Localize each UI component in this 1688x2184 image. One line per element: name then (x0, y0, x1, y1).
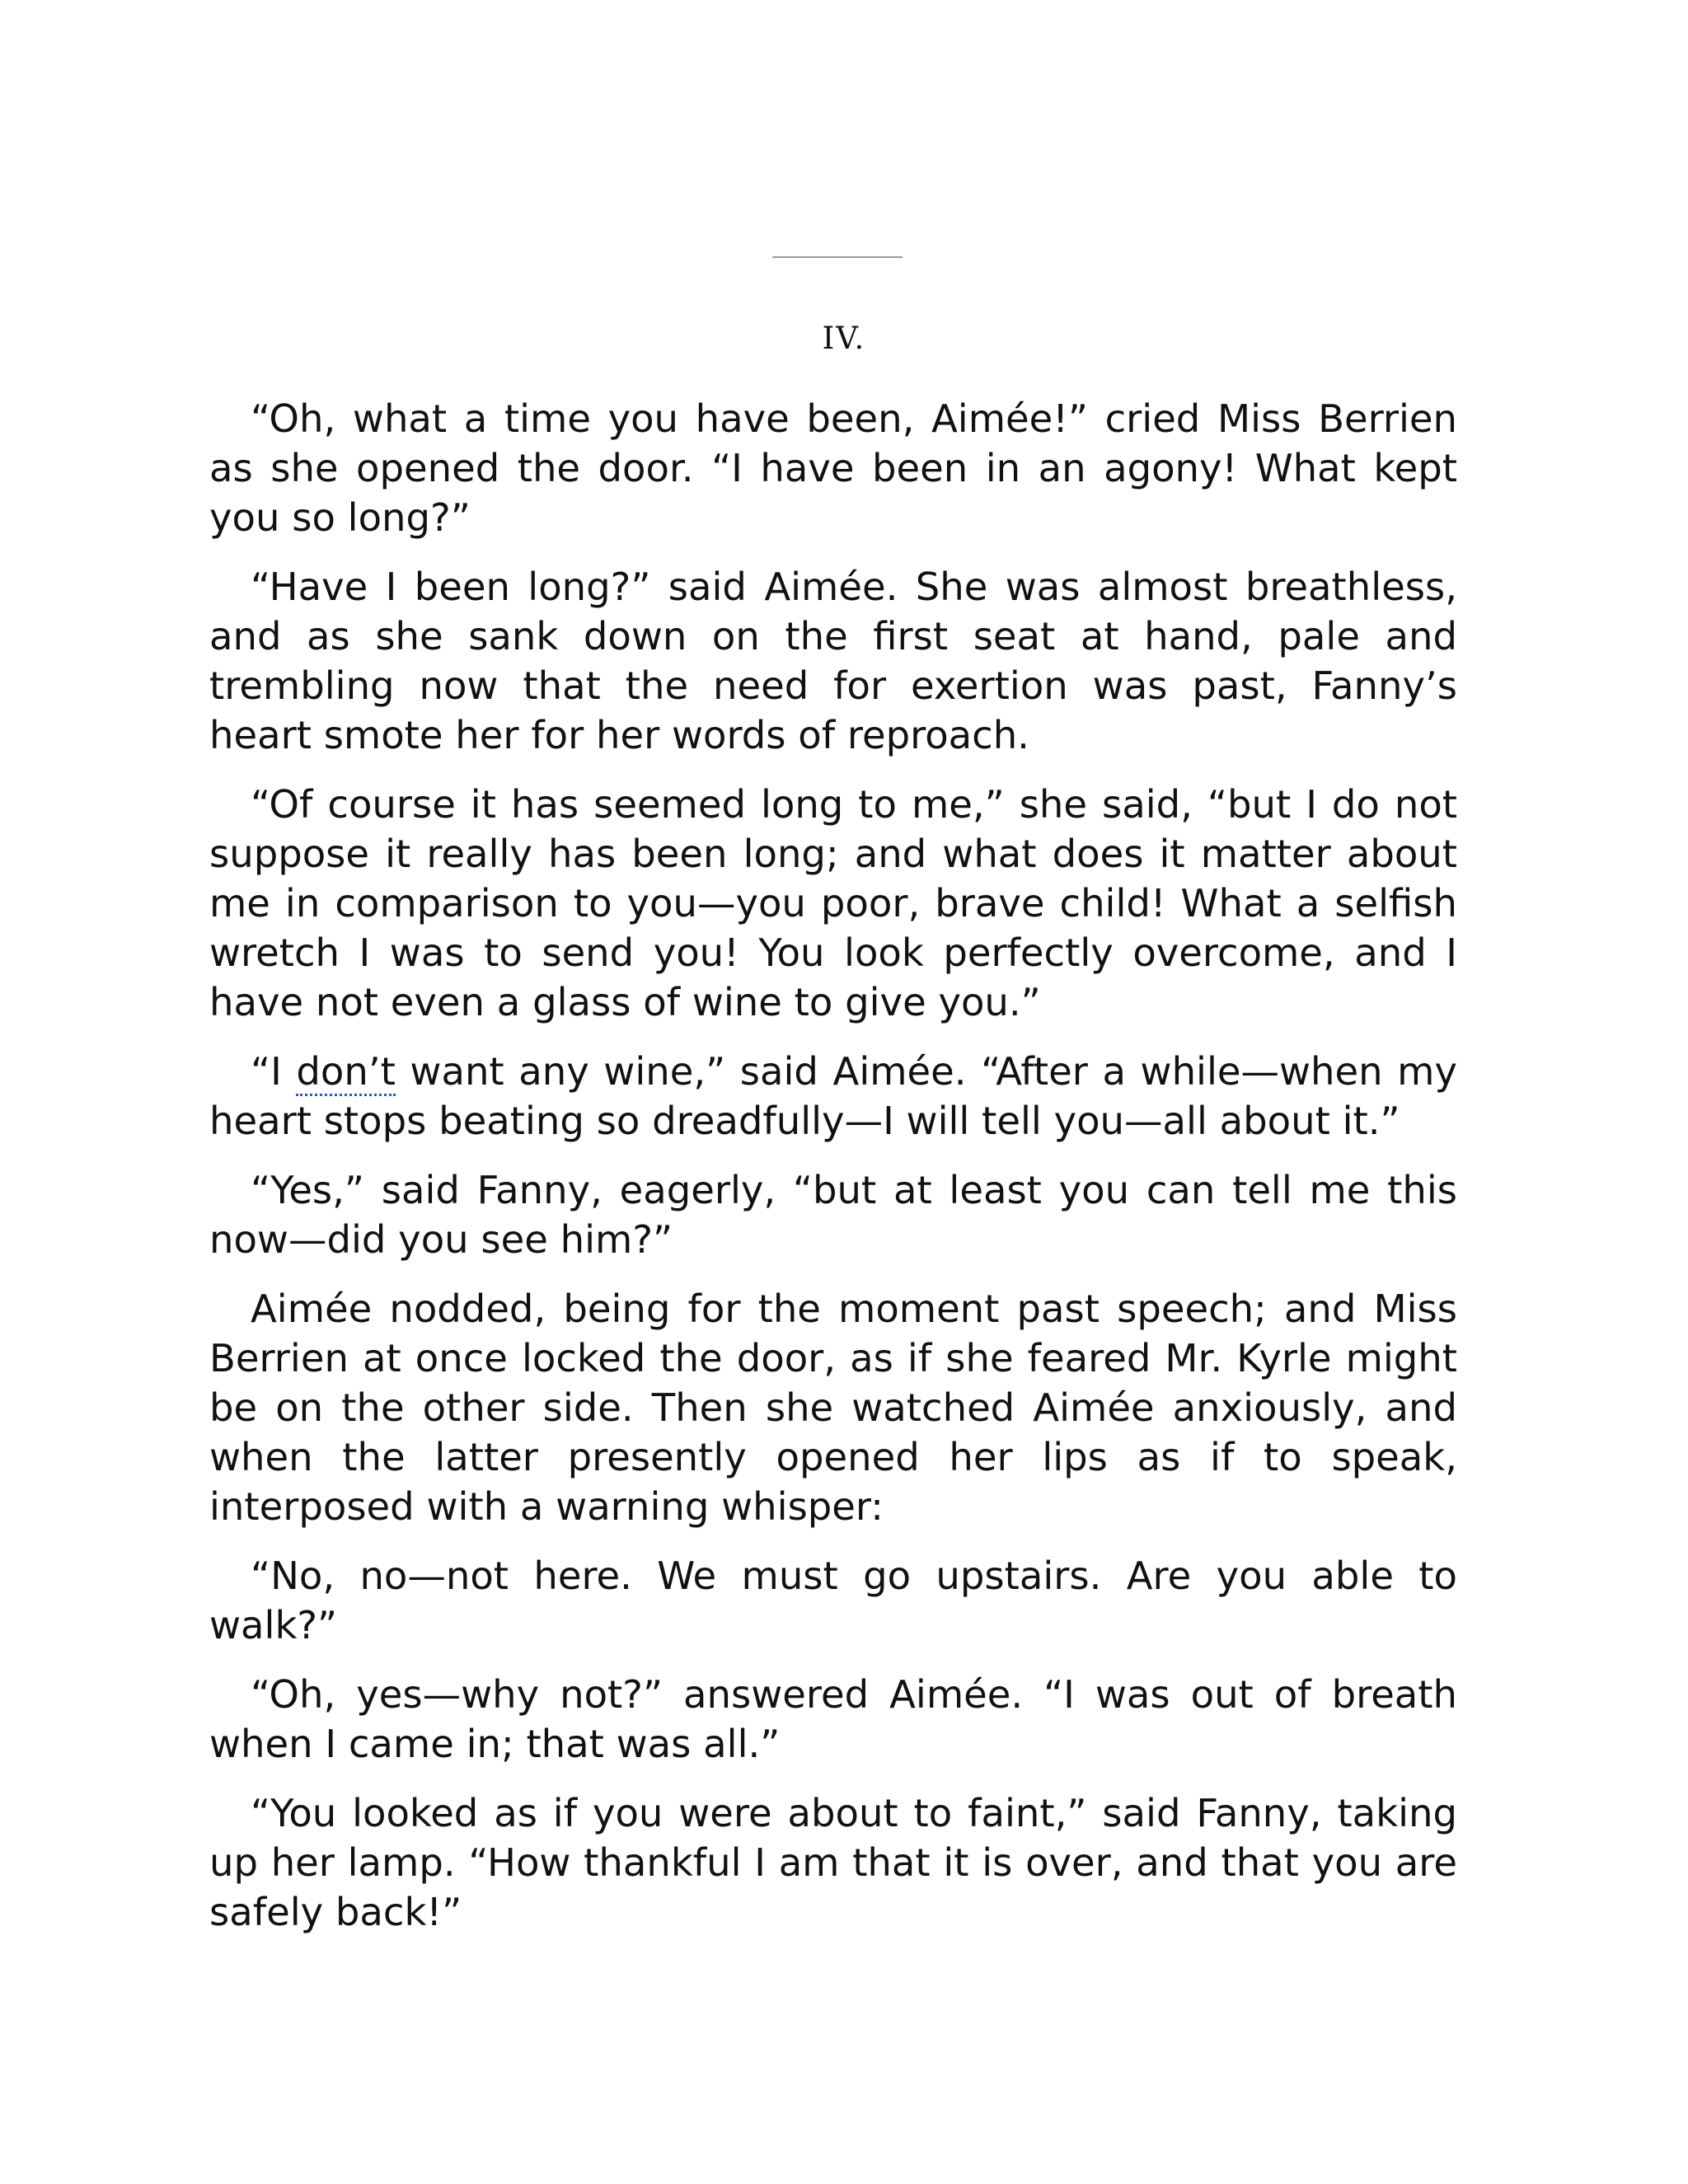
paragraph-7: “No, no—not here. We must go upstairs. Are you able to walk?” (209, 1554, 1457, 1647)
paragraph-6: Aimée nodded, being for the moment past speech; and Miss Berrien at once locked the door, as if she feared Mr. Kyrle might be on the other side. Then she watched Aimée anxiously, and when the latter presently opened her lips as if to speak, interposed with a warning whisper: (209, 1286, 1457, 1529)
paragraph-4 (209, 1047, 1457, 1146)
paragraph-2: “Have I been long?” said Aimée. She was almost breathless, and as she sank down on the first seat at hand, pale and trembling now that the need for exertion was past, Fanny’s heart smote her for her words of reproach. (209, 565, 1457, 757)
paragraph-8: “Oh, yes—why not?” answered Aimée. “I was out of breath when I came in; that was all.” (209, 1672, 1457, 1766)
paragraph-3: “Of course it has seemed long to me,” she said, “but I do not suppose it really has been long; and what does it matter about me in comparison to you—you poor, brave child! What a selfish wretch I was to send you! You look perfectly overcome, and I have not even a glass of wine to give you.” (209, 782, 1457, 1024)
paragraph-4-lead: “I (251, 1049, 297, 1094)
paragraph-4-rest: want any wine,” said Aimée. “After a while—when my heart stops beating so dreadfully—I will tell you—all about it.” (209, 1049, 1457, 1143)
chapter-heading: IV. (822, 321, 866, 356)
paragraph-1: “Oh, what a time you have been, Aimée!” cried Miss Berrien as she opened the door. “I have been in an agony! What kept you so long?” (209, 396, 1457, 540)
paragraph-9: “You looked as if you were about to faint,” said Fanny, taking up her lamp. “How thankful I am that it is over, and that you are safely back!” (209, 1791, 1457, 1934)
dotted-underlined-word[interactable]: don’t (296, 1049, 395, 1096)
section-divider-rule (772, 256, 903, 259)
paragraph-5: “Yes,” said Fanny, eagerly, “but at least you can tell me this now—did you see him?” (209, 1168, 1457, 1262)
chapter-body (209, 394, 1457, 1957)
